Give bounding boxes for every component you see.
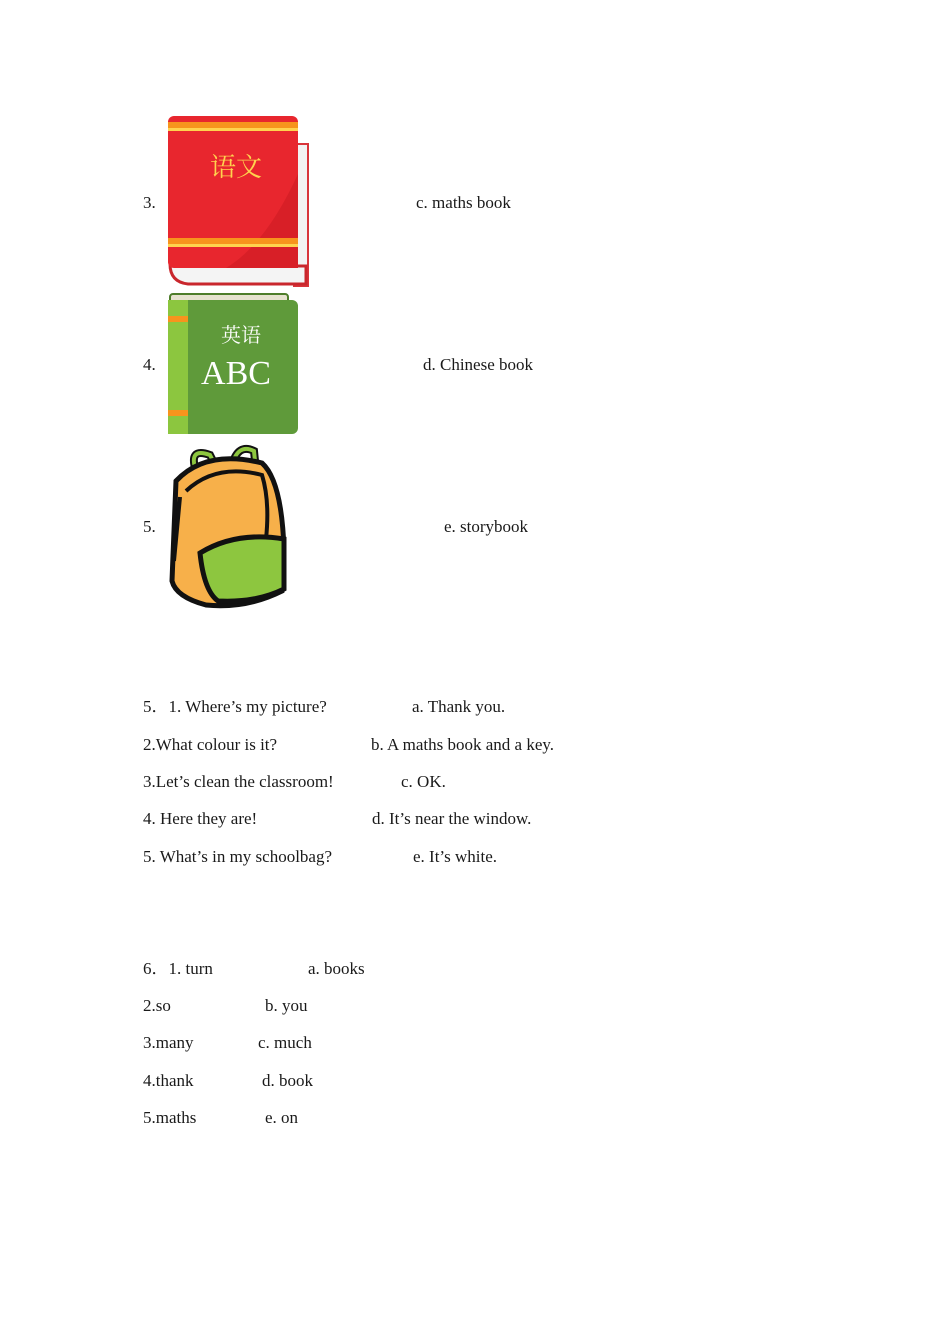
option-text: c. maths book: [416, 193, 511, 212]
word-left: 4.thank: [143, 1071, 194, 1090]
word-right: d. book: [262, 1071, 313, 1090]
english-book-icon: [166, 292, 302, 438]
item-number: 3.: [143, 193, 156, 212]
option-text: e. storybook: [444, 517, 529, 536]
question-left: 3.Let’s clean the classroom!: [143, 772, 334, 791]
item-number: 5.: [143, 517, 156, 536]
word-left: 3.many: [143, 1033, 194, 1052]
question-left: 4. Here they are!: [143, 809, 258, 828]
book-cover-abc: ABC: [201, 355, 271, 392]
question-left: 2.What colour is it?: [143, 735, 278, 754]
word-right: e. on: [265, 1108, 299, 1127]
answer-right: b. A maths book and a key.: [371, 735, 555, 754]
option-text: d. Chinese book: [423, 355, 534, 374]
word-left: 2.so: [143, 996, 171, 1015]
item-number: 4.: [143, 355, 156, 374]
chinese-book-icon: [166, 114, 312, 288]
word-left: 6．1. turn: [143, 959, 213, 978]
answer-right: d. It’s near the window.: [372, 809, 532, 828]
answer-right: c. OK.: [401, 772, 446, 791]
schoolbag-icon: [166, 441, 292, 609]
answer-right: e. It’s white.: [413, 847, 498, 866]
book-cover-text: 语文: [209, 153, 263, 183]
answer-right: a. Thank you.: [412, 697, 506, 716]
question-left: 5．1. Where’s my picture?: [143, 697, 327, 716]
word-right: b. you: [265, 996, 308, 1015]
word-left: 5.maths: [143, 1108, 197, 1127]
book-cover-text: 英语: [221, 323, 261, 347]
question-left: 5. What’s in my schoolbag?: [143, 847, 333, 866]
word-right: a. books: [308, 959, 365, 978]
word-right: c. much: [258, 1033, 312, 1052]
